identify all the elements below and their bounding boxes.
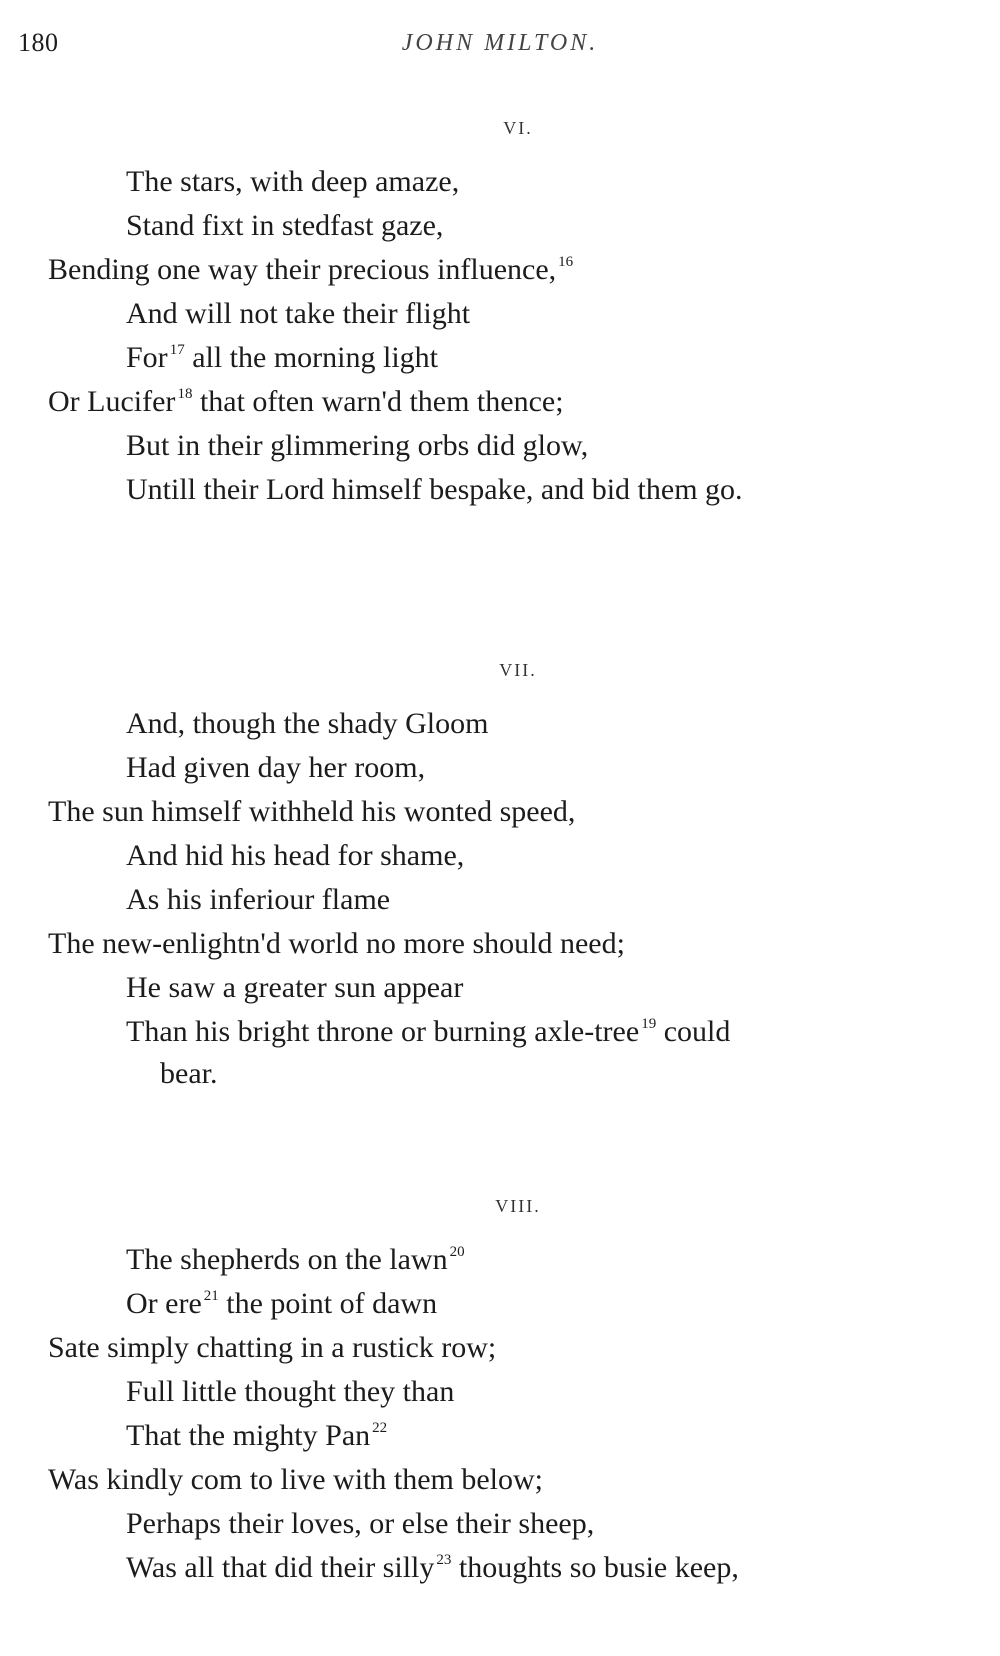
stanza-number: VIII.	[495, 1196, 541, 1216]
footnote-ref: 19	[641, 1016, 657, 1032]
page-number: 180	[18, 28, 59, 57]
poem-line: Untill their Lord himself bespake, and bid them go.	[126, 473, 743, 506]
running-head: JOHN MILTON.	[401, 30, 599, 56]
poem-line: Perhaps their loves, or else their sheep,	[126, 1507, 595, 1540]
stanza-number: VI.	[503, 118, 533, 138]
poem-line: And hid his head for shame,	[126, 839, 465, 872]
footnote-ref: 20	[449, 1244, 465, 1260]
footnote-ref: 17	[169, 342, 185, 358]
poem-line: Was all that did their silly $^{23}$ thoughts so busie keep,	[126, 1551, 739, 1584]
poem-line: Was kindly com to live with them below;	[48, 1463, 544, 1496]
poem-line: The shepherds on the lawn $^{20}$	[126, 1243, 465, 1276]
poem-line-continuation: bear.	[160, 1057, 218, 1090]
poem-line: Or ere $^{21}$ the point of dawn	[126, 1287, 438, 1320]
footnote-ref: 23	[436, 1552, 452, 1568]
poem-line: Had given day her room,	[126, 751, 426, 784]
poem-line: Or Lucifer $^{18}$ that often warn'd them thence;	[48, 385, 564, 418]
poem-line: For $^{17}$ all the morning light	[126, 341, 438, 374]
poem-line: And will not take their flight	[126, 297, 471, 330]
poem-line: Full little thought they than	[126, 1375, 455, 1408]
poem-line: And, though the shady Gloom	[126, 707, 489, 740]
poem-line: The stars, with deep amaze,	[126, 165, 460, 198]
poem-line: He saw a greater sun appear	[126, 971, 464, 1004]
page-header	[0, 28, 1000, 62]
poem-line: Sate simply chatting in a rustick row;	[48, 1331, 497, 1364]
poem-line: That the mighty Pan $^{22}$	[126, 1419, 388, 1452]
poem-line: Stand fixt in stedfast gaze,	[126, 209, 444, 242]
poem-line: As his inferiour flame	[126, 883, 391, 916]
poem-line: The new-enlightn'd world no more should need;	[48, 927, 625, 960]
footnote-ref: 18	[177, 386, 193, 402]
footnote-ref: 16	[558, 254, 574, 270]
poem-line: Bending one way their precious influence, $^{16}$	[48, 253, 574, 286]
footnote-ref: 22	[372, 1420, 388, 1436]
poem-line: The sun himself withheld his wonted speed,	[48, 795, 576, 828]
stanza-number: VII.	[499, 660, 537, 680]
footnote-ref: 21	[203, 1288, 219, 1304]
poem-line: But in their glimmering orbs did glow,	[126, 429, 589, 462]
poem-line: Than his bright throne or burning axle-tree $^{19}$ could	[126, 1015, 731, 1048]
